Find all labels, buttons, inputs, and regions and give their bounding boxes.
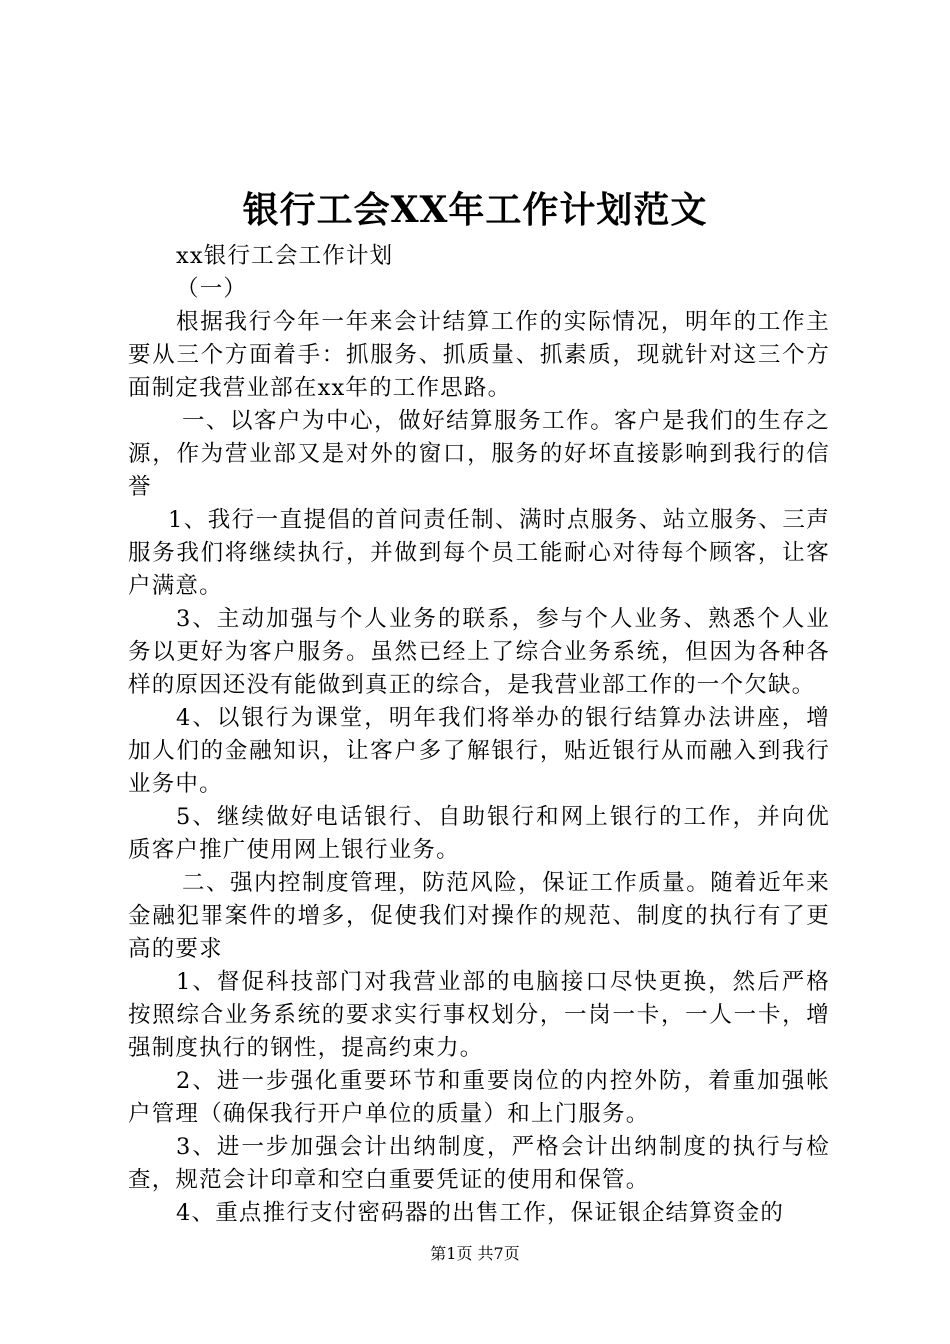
page-number-footer: 第1页 共7页 [430, 1244, 520, 1263]
paragraph: 4、以银行为课堂，明年我们将举办的银行结算办法讲座，增加人们的金融知识，让客户多了解银行，贴近银行从而融入到我行业务中。 [128, 705, 830, 797]
paragraph: 1、我行一直提倡的首问责任制、满时点服务、站立服务、三声服务我们将继续执行，并做到每个员工能耐心对待每个顾客，让客户满意。 [128, 507, 830, 599]
paragraph: 2、进一步强化重要环节和重要岗位的内控外防，着重加强帐户管理（确保我行开户单位的质量）和上门服务。 [128, 1068, 830, 1127]
paragraph: 3、进一步加强会计出纳制度，严格会计出纳制度的执行与检查，规范会计印章和空白重要凭证的使用和保管。 [128, 1134, 830, 1193]
document-title: 银行工会XX年工作计划范文 [242, 189, 708, 231]
document-body [128, 240, 830, 1230]
paragraph: 1、督促科技部门对我营业部的电脑接口尽快更换，然后严格按照综合业务系统的要求实行事权划分，一岗一卡，一人一卡，增强制度执行的钢性，提高约束力。 [128, 969, 830, 1061]
paragraph: （一） [176, 276, 248, 302]
paragraph: 5、继续做好电话银行、自助银行和网上银行的工作，并向优质客户推广使用网上银行业务。 [128, 804, 830, 863]
paragraph: 3、主动加强与个人业务的联系，参与个人业务、熟悉个人业务以更好为客户服务。虽然已经上了综合业务系统，但因为各种各样的原因还没有能做到真正的综合，是我营业部工作的一个欠缺。 [128, 606, 830, 698]
paragraph: 二、强内控制度管理，防范风险，保证工作质量。随着近年来金融犯罪案件的增多，促使我们对操作的规范、制度的执行有了更高的要求 [128, 870, 830, 962]
paragraph: 4、重点推行支付密码器的出售工作，保证银企结算资金的 [176, 1200, 785, 1226]
paragraph: xx银行工会工作计划 [176, 243, 394, 269]
paragraph: 一、以客户为中心，做好结算服务工作。客户是我们的生存之源，作为营业部又是对外的窗口，服务的好坏直接影响到我行的信誉 [128, 408, 830, 500]
paragraph: 根据我行今年一年来会计结算工作的实际情况，明年的工作主要从三个方面着手：抓服务、抓质量、抓素质，现就针对这三个方面制定我营业部在xx年的工作思路。 [128, 309, 830, 401]
